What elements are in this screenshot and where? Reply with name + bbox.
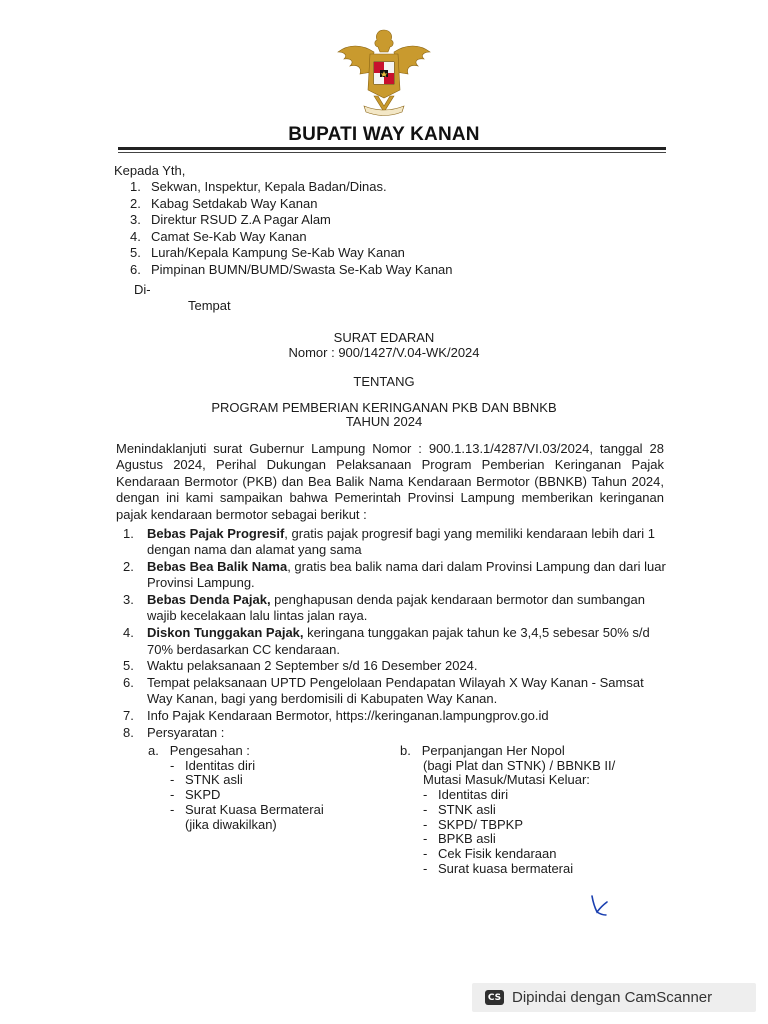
requirement-a (148, 744, 324, 832)
requirement-item: - Surat Kuasa Bermaterai (170, 801, 324, 817)
requirement-item: - STNK asli (423, 801, 496, 817)
requirement-item: - STNK asli (170, 772, 243, 788)
letterhead-rule-thin (118, 152, 666, 153)
list-item: 2. Bebas Bea Balik Nama, gratis bea balik nama dari dalam Provinsi Lampung dan dari luar Provinsi Lampung. (123, 559, 666, 591)
requirement-b-title: b. Perpanjangan Her Nopol (400, 743, 565, 758)
list-item: 5. Waktu pelaksanaan 2 September s/d 16 Desember 2024. (123, 658, 478, 674)
handwritten-check-mark (588, 894, 610, 918)
tempat-label: Tempat (188, 298, 231, 313)
recipient-item: 4. Camat Se-Kab Way Kanan (130, 228, 307, 244)
requirement-item: - BPKB asli (423, 831, 496, 847)
requirement-a-list (170, 759, 324, 833)
list-item: 7. Info Pajak Kendaraan Bermotor, https://keringanan.lampungprov.go.id (123, 708, 549, 724)
recipient-item: 1. Sekwan, Inspektur, Kepala Badan/Dinas. (130, 179, 387, 194)
letter-number: Nomor : 900/1427/V.04-WK/2024 (288, 345, 480, 360)
camscanner-logo-icon: CS (485, 990, 504, 1005)
recipient-item: 2. Kabag Setdakab Way Kanan (130, 195, 318, 211)
garuda-emblem-icon (334, 22, 434, 122)
subject-line-1: PROGRAM PEMBERIAN KERINGANAN PKB DAN BBNKB (211, 400, 557, 415)
requirement-item: - SKPD (170, 787, 221, 803)
list-item: 3. Bebas Denda Pajak, penghapusan denda pajak kendaraan bermotor dan sumbangan wajib kecelakaan lalu lintas jalan raya. (123, 592, 645, 624)
letter-type: SURAT EDARAN (333, 330, 435, 345)
list-item: 1. Bebas Pajak Progresif, gratis pajak progresif bagi yang memiliki kendaraan lebih dari 1 dengan nama dan alamat yang sama (123, 526, 655, 558)
list-item: 6. Tempat pelaksanaan UPTD Pengelolaan Pendapatan Wilayah X Way Kanan - Samsat Way Kanan, bagi yang berdomisili di Kabupaten Way Kanan. (123, 675, 644, 707)
requirement-b-list (423, 788, 615, 876)
subject-line-2: TAHUN 2024 (345, 414, 423, 429)
di-label: Di- (134, 282, 151, 297)
list-item: 8. Persyaratan : (123, 725, 225, 741)
recipient-item: 6. Pimpinan BUMN/BUMD/Swasta Se-Kab Way Kanan (130, 261, 453, 277)
requirement-note: (jika diwakilkan) (185, 816, 277, 832)
requirement-item: - Surat kuasa bermaterai (423, 860, 574, 876)
requirement-b-title-2: (bagi Plat dan STNK) / BBNKB II/ (423, 757, 616, 773)
requirement-b-title-3: Mutasi Masuk/Mutasi Keluar: (423, 772, 590, 788)
requirement-item: - Identitas diri (423, 787, 509, 803)
tentang-heading: TENTANG (353, 374, 415, 389)
requirement-item: - Cek Fisik kendaraan (423, 845, 557, 861)
recipient-item: 3. Direktur RSUD Z.A Pagar Alam (130, 212, 331, 228)
camscanner-label: Dipindai dengan CamScanner (512, 989, 713, 1006)
recipient-list (130, 179, 453, 279)
camscanner-watermark (472, 983, 756, 1012)
requirement-b (400, 744, 615, 876)
salutation: Kepada Yth, (114, 163, 186, 178)
recipient-item: 5. Lurah/Kepala Kampung Se-Kab Way Kanan (130, 245, 405, 261)
list-item: 4. Diskon Tunggakan Pajak, keringana tunggakan pajak tahun ke 3,4,5 sebesar 50% s/d 70% berdasarkan CC kendaraan. (123, 625, 650, 657)
requirement-item: - Identitas diri (170, 757, 256, 773)
intro-paragraph: Menindaklanjuti surat Gubernur Lampung Nomor : 900.1.13.1/4287/VI.03/2024, tanggal 28 Agustus 2024, Perihal Dukungan Pelaksanaan Program Pemberian Keringanan Pajak Kendaraan Bermotor (PKB) dan Bea Balik Nama Kendaraan Bermotor (BBNKB) Tahun 2024, dengan ini kami sampaikan bahwa Pemerintah Provinsi Lampung memberikan keringanan pajak kendaraan bermotor sebagai berikut : (116, 441, 664, 522)
letterhead-rule-thick (118, 147, 666, 150)
relief-items-list (116, 526, 668, 742)
requirement-a-title: a. Pengesahan : (148, 743, 250, 758)
requirement-item: - SKPD/ TBPKP (423, 816, 524, 832)
letterhead-title: BUPATI WAY KANAN (288, 124, 480, 145)
